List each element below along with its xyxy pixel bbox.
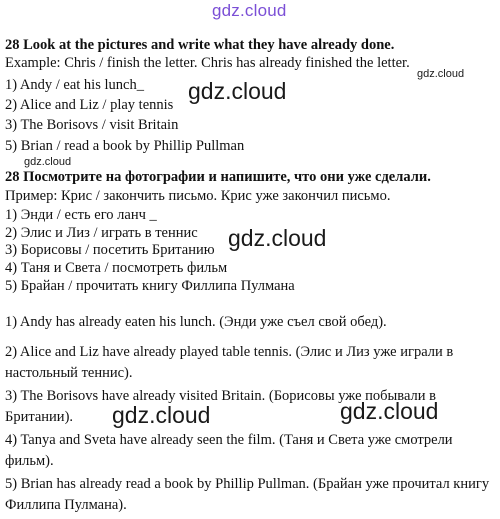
watermark-main: gdz.cloud: [188, 78, 287, 104]
task-item-ru: 1) Энди / есть его ланч _: [5, 207, 157, 223]
task-item-ru: 2) Элис и Лиз / играть в теннис: [5, 225, 198, 241]
watermark-top: gdz.cloud: [212, 1, 287, 20]
task-title-ru: 28 Посмотрите на фотографии и напишите, что они уже сделали.: [5, 169, 431, 185]
answer-item: 4) Tanya and Sveta have already seen the film. (Таня и Света уже смотрели фильм).: [5, 432, 453, 469]
task-item-ru: 5) Брайан / прочитать книгу Филлипа Пулмана: [5, 278, 295, 294]
watermark-main: gdz.cloud: [228, 225, 327, 251]
task-item-en: 3) The Borisovs / visit Britain: [5, 117, 179, 133]
answer-item: 1) Andy has already eaten his lunch. (Энди уже съел свой обед).: [5, 314, 387, 330]
task-item-ru: 3) Борисовы / посетить Британию: [5, 242, 215, 258]
task-item-ru: 4) Таня и Света / посмотреть фильм: [5, 260, 228, 276]
answer-item: 3) The Borisovs have already visited Britain. (Борисовы уже побывали в Британии).: [5, 388, 436, 425]
task-item-en: 1) Andy / eat his lunch_: [5, 77, 144, 93]
watermark-main: gdz.cloud: [340, 398, 439, 424]
answer-item: 5) Brian has already read a book by Phillip Pullman. (Брайан уже прочитал книгу Филлипа Пулмана).: [5, 476, 490, 513]
watermark-small: gdz.cloud: [417, 68, 465, 80]
answer-item: 2) Alice and Liz have already played table tennis. (Элис и Лиз уже играли в настольный теннис).: [5, 344, 454, 381]
task-title-en: 28 Look at the pictures and write what they have already done.: [5, 37, 395, 53]
watermark-main: gdz.cloud: [112, 402, 211, 428]
task-example-en: Example: Chris / finish the letter. Chris has already finished the letter.: [5, 55, 410, 71]
task-item-en: 2) Alice and Liz / play tennis: [5, 97, 174, 113]
task-item-en: 5) Brian / read a book by Phillip Pullman: [5, 138, 245, 154]
watermark-small: gdz.cloud: [24, 156, 72, 168]
task-example-ru: Пример: Крис / закончить письмо. Крис уже закончил письмо.: [5, 188, 391, 204]
